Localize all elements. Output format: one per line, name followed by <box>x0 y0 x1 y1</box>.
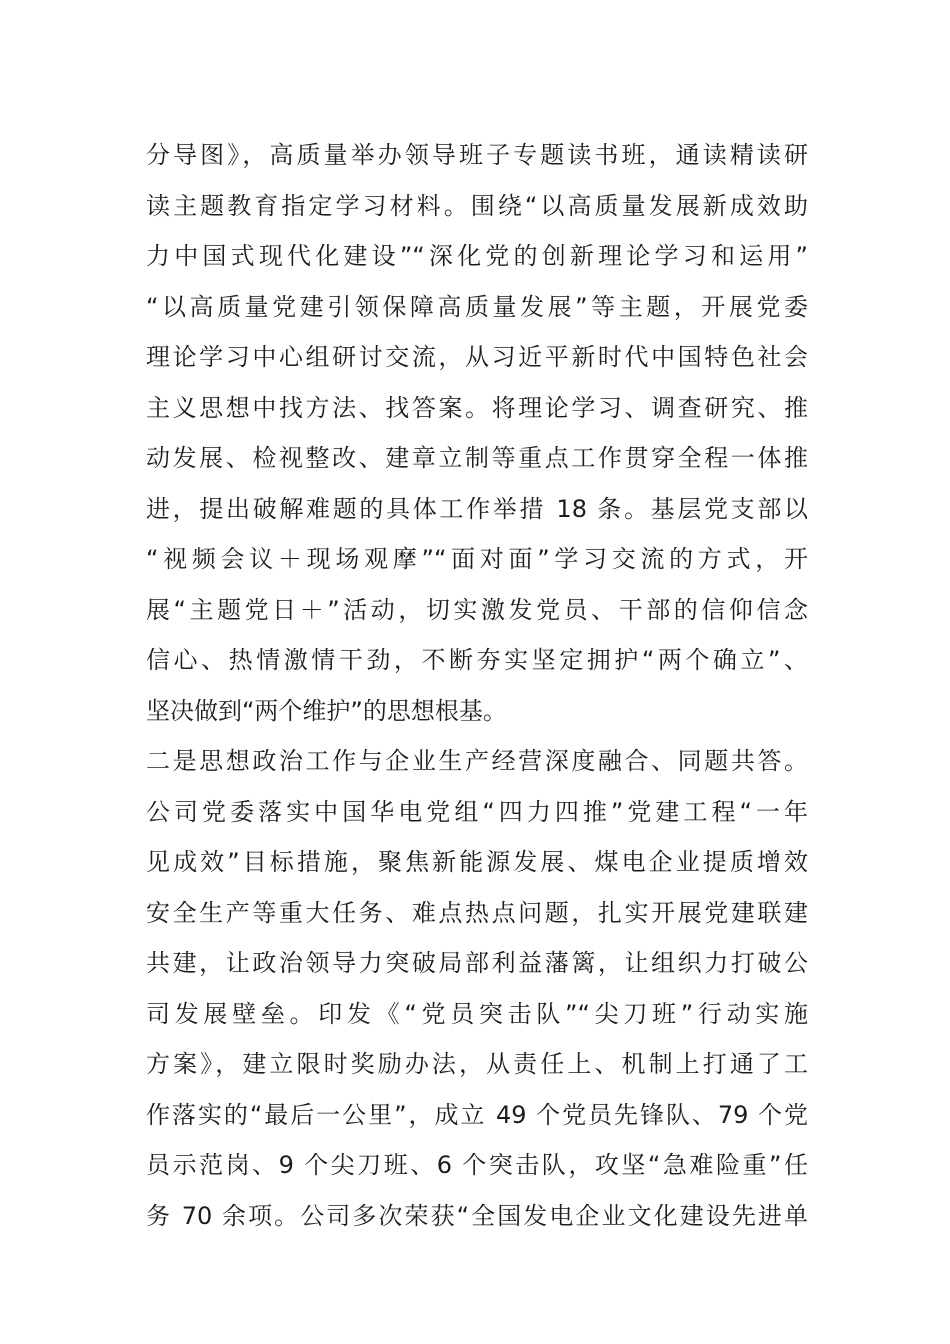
text-line: 主义思想中找方法、找答案。将理论学习、调查研究、推 <box>146 393 808 422</box>
text-line: 公司党委落实中国华电党组“四力四推”党建工程“一年 <box>146 797 808 826</box>
text-line: “以高质量党建引领保障高质量发展”等主题，开展党委 <box>146 292 808 321</box>
text-line: 司发展壁垒。印发《“党员突击队”“尖刀班”行动实施 <box>146 999 808 1028</box>
text-line: 安全生产等重大任务、难点热点问题，扎实开展党建联建 <box>146 898 808 927</box>
text-line: 员示范岗、9 个尖刀班、6 个突击队，攻坚“急难险重”任 <box>146 1151 808 1179</box>
text-line: 读主题教育指定学习材料。围绕“以高质量发展新成效助 <box>146 191 808 220</box>
section-heading-line: 二是思想政治工作与企业生产经营深度融合、同题共答。 <box>146 747 808 775</box>
body-text <box>146 130 808 1241</box>
text-line: 进，提出破解难题的具体工作举措 18 条。基层党支部以 <box>146 494 808 523</box>
text-line: 方案》，建立限时奖励办法，从责任上、机制上打通了工 <box>146 1050 808 1078</box>
paragraph-end-line: 坚决做到“两个维护”的思想根基。 <box>146 696 507 725</box>
text-line: 信心、热情激情干劲，不断夯实坚定拥护“两个确立”、 <box>146 646 808 674</box>
text-line: “视频会议＋现场观摩”“面对面”学习交流的方式，开 <box>146 545 808 573</box>
text-line: 力中国式现代化建设”“深化党的创新理论学习和运用” <box>146 242 808 270</box>
text-line: 展“主题党日＋”活动，切实激发党员、干部的信仰信念 <box>146 595 808 624</box>
text-line: 作落实的“最后一公里”，成立 49 个党员先锋队、79 个党 <box>146 1100 808 1129</box>
text-line: 分导图》，高质量举办领导班子专题读书班，通读精读研 <box>146 141 808 169</box>
text-line: 动发展、检视整改、建章立制等重点工作贯穿全程一体推 <box>146 444 808 472</box>
text-line: 见成效”目标措施，聚焦新能源发展、煤电企业提质增效 <box>146 848 808 876</box>
text-line: 共建，让政治领导力突破局部利益藩篱，让组织力打破公 <box>146 949 808 977</box>
text-line: 理论学习中心组研讨交流，从习近平新时代中国特色社会 <box>146 343 808 371</box>
text-line: 务 70 余项。公司多次荣获“全国发电企业文化建设先进单 <box>146 1201 808 1230</box>
